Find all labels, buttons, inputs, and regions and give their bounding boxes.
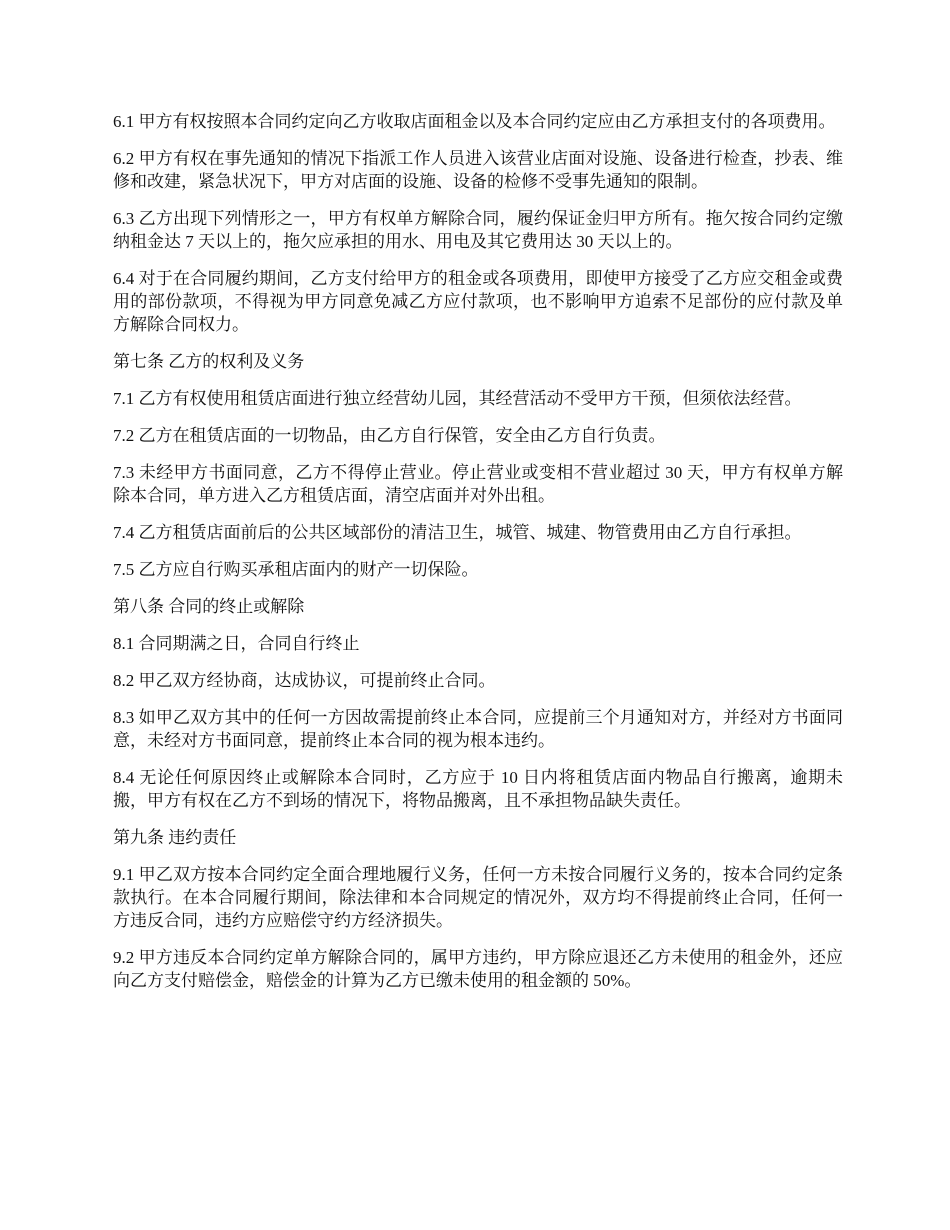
clause-7-1: 7.1 乙方有权使用租赁店面进行独立经营幼儿园，其经营活动不受甲方干预，但须依法经营。 (113, 389, 802, 408)
clause-8-1: 8.1 合同期满之日，合同自行终止 (113, 634, 360, 653)
clause-8-3: 8.3 如甲乙双方其中的任何一方因故需提前终止本合同，应提前三个月通知对方，并经对方书面同意，未经对方书面同意，提前终止本合同的视为根本违约。 (113, 708, 843, 750)
clause-7-5: 7.5 乙方应自行购买承租店面内的财产一切保险。 (113, 560, 479, 579)
document-page (113, 110, 843, 1006)
article-9-heading: 第九条 违约责任 (113, 828, 237, 847)
article-8-heading: 第八条 合同的终止或解除 (113, 597, 305, 616)
clause-7-3: 7.3 未经甲方书面同意，乙方不得停止营业。停止营业或变相不营业超过 30 天，甲方有权单方解除本合同，单方进入乙方租赁店面，清空店面并对外出租。 (113, 463, 843, 505)
clause-6-2: 6.2 甲方有权在事先通知的情况下指派工作人员进入该营业店面对设施、设备进行检查，抄表、维修和改建，紧急状况下，甲方对店面的设施、设备的检修不受事先通知的限制。 (113, 149, 843, 191)
clause-7-4: 7.4 乙方租赁店面前后的公共区域部份的清洁卫生，城管、城建、物管费用由乙方自行承担。 (113, 523, 802, 542)
clause-6-3: 6.3 乙方出现下列情形之一，甲方有权单方解除合同，履约保证金归甲方所有。拖欠按合同约定缴纳租金达 7 天以上的，拖欠应承担的用水、用电及其它费用达 30 天以上的。 (113, 209, 843, 251)
clause-9-1: 9.1 甲乙双方按本合同约定全面合理地履行义务，任何一方未按合同履行义务的，按本合同约定条款执行。在本合同履行期间，除法律和本合同规定的情况外，双方均不得提前终止合同，任何一方违反合同，违约方应赔偿守约方经济损失。 (113, 865, 843, 930)
clause-9-2: 9.2 甲方违反本合同约定单方解除合同的，属甲方违约，甲方除应退还乙方未使用的租金外，还应向乙方支付赔偿金，赔偿金的计算为乙方已缴未使用的租金额的 50%。 (113, 948, 843, 990)
article-7-heading: 第七条 乙方的权利及义务 (113, 352, 305, 371)
clause-6-1: 6.1 甲方有权按照本合同约定向乙方收取店面租金以及本合同约定应由乙方承担支付的各项费用。 (113, 112, 836, 131)
clause-6-4: 6.4 对于在合同履约期间，乙方支付给甲方的租金或各项费用，即使甲方接受了乙方应交租金或费用的部份款项，不得视为甲方同意免减乙方应付款项，也不影响甲方追索不足部份的应付款及单方解除合同权力。 (113, 269, 843, 334)
clause-7-2: 7.2 乙方在租赁店面的一切物品，由乙方自行保管，安全由乙方自行负责。 (113, 426, 666, 445)
clause-8-2: 8.2 甲乙双方经协商，达成协议，可提前终止合同。 (113, 671, 496, 690)
clause-8-4: 8.4 无论任何原因终止或解除本合同时，乙方应于 10 日内将租赁店面内物品自行搬离，逾期未搬，甲方有权在乙方不到场的情况下，将物品搬离，且不承担物品缺失责任。 (113, 768, 843, 810)
